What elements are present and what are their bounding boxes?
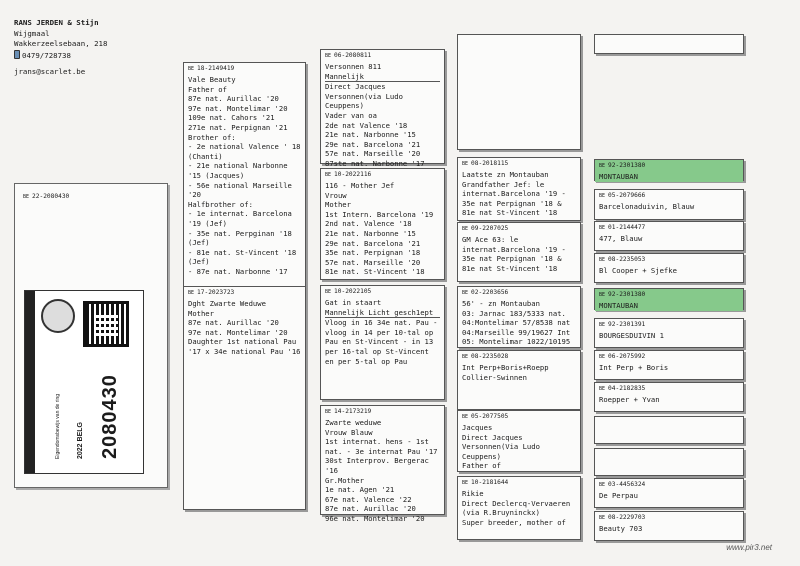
box-country: BE bbox=[599, 386, 606, 392]
box-ring-number: 06-2080811 bbox=[334, 52, 372, 59]
box-body bbox=[595, 362, 743, 373]
pedigree-box-dsd bbox=[457, 410, 581, 472]
box-header bbox=[595, 289, 743, 300]
box-line: Ceuppens) bbox=[462, 451, 501, 461]
box-line: 1e nat. Agen '21 bbox=[325, 485, 395, 495]
box-country: BE bbox=[462, 290, 469, 296]
box-body bbox=[595, 46, 743, 47]
box-ring-number: 10-2022116 bbox=[334, 171, 372, 178]
box-line: 271e nat. Perpignan '21 bbox=[188, 122, 288, 132]
ring-ownership-card bbox=[24, 290, 144, 474]
box-country: BE bbox=[462, 414, 469, 420]
box-header bbox=[595, 222, 743, 233]
pedigree-box-dam bbox=[183, 286, 306, 510]
box-line: Gr.Mother bbox=[325, 475, 364, 485]
box-header bbox=[595, 383, 743, 394]
box-country: BE bbox=[188, 66, 195, 72]
box-line: '15 (Jacques) bbox=[188, 170, 245, 180]
box-line: 56' - zn Montauban bbox=[462, 299, 540, 308]
box-line: Bl Cooper + Sjefke bbox=[599, 266, 677, 275]
owner-info bbox=[14, 18, 107, 78]
box-line: per 16-tal op St-Vincent bbox=[325, 346, 429, 356]
box-body bbox=[595, 171, 743, 182]
pedigree-box-ds bbox=[320, 285, 445, 400]
box-line: 109e nat. Cahors '21 bbox=[188, 113, 275, 123]
card-caption: Eigendomsbewijs van de ring bbox=[55, 393, 61, 459]
box-line: 35e nat. Perpignan '18 bbox=[325, 248, 421, 258]
box-line: 81e nat St-Vincent '18 bbox=[462, 208, 558, 218]
box-line: 87e nat. Aurillac '20 bbox=[188, 318, 279, 328]
box-body bbox=[458, 169, 580, 218]
subject-ring: 22-2080430 bbox=[32, 193, 70, 200]
box-line: (Jef) bbox=[188, 257, 210, 267]
pedigree-box-sss bbox=[457, 34, 581, 150]
box-line: 04:Marseille 99/19627 Int bbox=[462, 327, 571, 337]
box-line: 30st Interprov. Bergerac bbox=[325, 456, 429, 466]
box-header bbox=[458, 287, 580, 298]
box-ring-number: 08-2235053 bbox=[608, 256, 646, 263]
pedigree-box-g11 bbox=[594, 448, 744, 476]
pedigree-box-g6 bbox=[594, 288, 744, 310]
box-line: Gat in staart bbox=[325, 298, 382, 307]
box-ring-number: 10-2181644 bbox=[471, 479, 509, 486]
box-ring-number: 03-4456324 bbox=[608, 481, 646, 488]
box-header bbox=[595, 417, 743, 428]
box-country: BE bbox=[462, 226, 469, 232]
box-header bbox=[458, 223, 580, 234]
box-line: Laatste zn Montauban bbox=[462, 170, 549, 179]
box-line: De Perpau bbox=[599, 491, 638, 500]
box-line: Daughter 1st national Pau bbox=[188, 337, 297, 347]
box-line: 35e nat Perpignan '18 & bbox=[462, 254, 562, 264]
qr-code-icon bbox=[83, 301, 129, 347]
box-line: 29e nat. Barcelona '21 bbox=[325, 139, 421, 149]
box-line: internat.Barcelona '19 - bbox=[462, 189, 566, 199]
box-line: Int Perp+Boris+Roepp bbox=[462, 363, 549, 372]
pedigree-box-g3 bbox=[594, 189, 744, 220]
box-line: Direct Jacques bbox=[462, 432, 523, 442]
box-header bbox=[184, 287, 305, 298]
box-body bbox=[458, 234, 580, 273]
box-line: (Jef) bbox=[188, 238, 210, 248]
box-body bbox=[321, 180, 444, 277]
box-line: en per 5-tal op Pau bbox=[325, 356, 408, 366]
box-line: Dght Zwarte Weduwe bbox=[188, 299, 266, 308]
box-line: 21e nat. Narbonne '15 bbox=[325, 130, 416, 140]
card-year-country: 2022 BELG bbox=[77, 422, 84, 459]
box-country: BE bbox=[325, 53, 332, 59]
box-line: Ceuppens) bbox=[325, 101, 364, 111]
box-line: 03: Jarnac 183/5333 nat. bbox=[462, 308, 566, 318]
box-country: BE bbox=[599, 322, 606, 328]
box-line: 05: Montelimar 1022/10195 bbox=[462, 337, 571, 347]
box-header bbox=[321, 406, 444, 417]
pedigree-box-g2 bbox=[594, 159, 744, 181]
box-line: 81e nat St-Vincent '18 bbox=[462, 263, 558, 273]
box-header bbox=[595, 351, 743, 362]
box-line: 35e nat Perpignan '18 & bbox=[462, 198, 562, 208]
pedigree-box-g5 bbox=[594, 253, 744, 283]
box-line: Father of bbox=[188, 84, 227, 94]
box-country: BE bbox=[325, 289, 332, 295]
box-line: - 21e national Narbonne bbox=[188, 161, 288, 171]
box-line: Direct Jacques bbox=[325, 82, 386, 92]
box-header bbox=[458, 477, 580, 488]
box-country: BE bbox=[325, 409, 332, 415]
pedigree-box-g8 bbox=[594, 350, 744, 380]
owner-name: RANS JERDEN & Stijn bbox=[14, 18, 99, 27]
box-header bbox=[458, 158, 580, 169]
watermark: www.pir3.net bbox=[726, 543, 772, 552]
box-line: 21e nat. Narbonne '15 bbox=[325, 228, 416, 238]
box-line: Vader van oa bbox=[325, 110, 377, 120]
subject-header bbox=[19, 191, 73, 202]
box-line: Versonnen(via Ludo bbox=[325, 91, 403, 101]
box-body bbox=[458, 488, 580, 527]
box-line: Jacques bbox=[462, 423, 493, 432]
box-body bbox=[595, 201, 743, 212]
card-ring-number: 2080430 bbox=[99, 374, 121, 459]
box-body bbox=[595, 394, 743, 405]
box-line: 67e nat. Valence '22 bbox=[325, 494, 412, 504]
box-line: 87e nat. Aurillac '20 bbox=[325, 504, 416, 514]
box-body bbox=[458, 422, 580, 471]
card-strip bbox=[25, 291, 35, 473]
pedigree-box-sire bbox=[183, 62, 306, 288]
pedigree-box-dds bbox=[457, 476, 581, 540]
box-ring-number: 92-2301380 bbox=[608, 291, 646, 298]
box-body bbox=[595, 490, 743, 501]
owner-city: Wijgmaal bbox=[14, 28, 50, 38]
box-body bbox=[595, 330, 743, 341]
box-line: Vrouw Blauw bbox=[325, 427, 373, 437]
box-header bbox=[458, 351, 580, 362]
box-line: - 87e nat. Narbonne '17 bbox=[188, 266, 288, 276]
box-ring-number: 02-2203656 bbox=[471, 289, 509, 296]
box-line: 29e nat. Barcelona '21 bbox=[325, 238, 421, 248]
box-header bbox=[595, 319, 743, 330]
box-header bbox=[321, 50, 444, 61]
box-body bbox=[595, 300, 743, 311]
box-country: BE bbox=[599, 515, 606, 521]
box-body bbox=[458, 46, 580, 47]
box-ring-number: 06-2075992 bbox=[608, 353, 646, 360]
box-line: internat.Barcelona '19 - bbox=[462, 244, 566, 254]
box-line: Roepper + Yvan bbox=[599, 395, 660, 404]
box-ring-number: 08-2018115 bbox=[471, 160, 509, 167]
box-header bbox=[595, 479, 743, 490]
box-line: 97e nat. Montelimar '20 bbox=[188, 103, 288, 113]
box-header bbox=[458, 411, 580, 422]
owner-phone-row bbox=[14, 50, 107, 62]
box-header bbox=[595, 512, 743, 523]
box-country: BE bbox=[599, 354, 606, 360]
pedigree-box-g12 bbox=[594, 478, 744, 508]
box-line: Super breeder, mother of bbox=[462, 517, 566, 527]
box-line: nat. - 3e internat Pau '17 bbox=[325, 446, 438, 456]
box-country: BE bbox=[462, 161, 469, 167]
box-line: 2nd nat. Valence '18 bbox=[325, 219, 412, 229]
federation-logo-icon bbox=[41, 299, 75, 333]
box-line: 1st internat. hens - 1st bbox=[325, 437, 429, 447]
box-line: Beauty 703 bbox=[599, 524, 643, 533]
box-line: Versonnen(Via Ludo bbox=[462, 442, 540, 452]
box-country: BE bbox=[599, 292, 606, 298]
box-line: (via R.Bruyninckx) bbox=[462, 508, 540, 518]
box-body bbox=[595, 523, 743, 534]
box-line: '17 x 34e national Pau '16 bbox=[188, 346, 301, 356]
box-line: Brother of: bbox=[188, 132, 236, 142]
box-line: Zwarte weduwe bbox=[325, 418, 382, 427]
box-line: 96e nat. Montelimar '20 bbox=[325, 513, 425, 523]
box-header bbox=[458, 35, 580, 46]
box-header bbox=[321, 286, 444, 297]
box-line: '19 (Jef) bbox=[188, 218, 227, 228]
pedigree-box-g7 bbox=[594, 318, 744, 348]
box-line: Direct Declercq-Vervaeren bbox=[462, 498, 571, 508]
box-ring-number: 01-2144477 bbox=[608, 224, 646, 231]
box-body bbox=[595, 265, 743, 276]
box-line: - 81e nat. St-Vincent '18 bbox=[188, 247, 297, 257]
box-line: Vrouw bbox=[325, 190, 347, 200]
box-line: 2de nat Valence '18 bbox=[325, 120, 408, 130]
pedigree-box-g1 bbox=[594, 34, 744, 54]
box-header bbox=[595, 449, 743, 460]
box-line: Mother bbox=[188, 308, 214, 318]
pedigree-box-g9 bbox=[594, 382, 744, 412]
box-line: 116 - Mother Jef bbox=[325, 181, 395, 190]
pedigree-box-dd bbox=[320, 405, 445, 523]
box-country: BE bbox=[599, 163, 606, 169]
box-ring-number: 08-2235028 bbox=[471, 353, 509, 360]
box-header bbox=[321, 169, 444, 180]
box-body bbox=[321, 417, 444, 524]
box-line: 87e nat. Aurillac '20 bbox=[188, 94, 279, 104]
box-line: MONTAUBAN bbox=[599, 172, 638, 181]
box-line: - 56e national Marseille bbox=[188, 180, 292, 190]
pedigree-box-sd bbox=[320, 168, 445, 280]
pedigree-box-sds bbox=[457, 222, 581, 282]
box-body bbox=[595, 460, 743, 461]
pedigree-box-sdd bbox=[457, 286, 581, 348]
phone-icon bbox=[14, 50, 20, 59]
box-header bbox=[184, 63, 305, 74]
box-header bbox=[595, 190, 743, 201]
box-line: Versonnen 811 bbox=[325, 62, 382, 71]
box-line: Pau en St-Vincent - in 13 bbox=[325, 337, 434, 347]
owner-email[interactable]: jrans@scarlet.be bbox=[14, 67, 86, 77]
box-ring-number: 09-2207025 bbox=[471, 225, 509, 232]
pedigree-box-g13 bbox=[594, 511, 744, 541]
box-country: BE bbox=[462, 480, 469, 486]
box-header bbox=[595, 160, 743, 171]
box-body bbox=[184, 298, 305, 357]
box-line: 477, Blauw bbox=[599, 234, 643, 243]
box-line: Vloog in 16 34e nat. Pau - bbox=[325, 318, 438, 328]
box-ring-number: 18-2149419 bbox=[197, 65, 235, 72]
box-line: Rikie bbox=[462, 489, 484, 498]
box-body bbox=[321, 61, 444, 169]
box-line: - 35e nat. Perpginan '18 bbox=[188, 228, 292, 238]
box-header bbox=[595, 254, 743, 265]
box-country: BE bbox=[599, 193, 606, 199]
box-line: Mother bbox=[325, 200, 351, 210]
box-country: BE bbox=[599, 225, 606, 231]
box-line: 57e nat. Marseille '20 bbox=[325, 257, 421, 267]
box-line: 81e nat. St-Vincent '18 bbox=[325, 267, 425, 277]
box-line: - 2e national Valence ' 18 bbox=[188, 142, 301, 152]
box-ring-number: 17-2023723 bbox=[197, 289, 235, 296]
box-body bbox=[321, 297, 444, 366]
box-ring-number: 05-2077505 bbox=[471, 413, 509, 420]
pedigree-box-dss bbox=[457, 350, 581, 410]
box-ring-number: 92-2301380 bbox=[608, 162, 646, 169]
owner-street: Wakkerzeelsebaan, 218 bbox=[14, 39, 108, 49]
box-line: Barcelonaduivin, Blauw bbox=[599, 202, 695, 211]
box-country: BE bbox=[462, 354, 469, 360]
box-ring-number: 04-2182835 bbox=[608, 385, 646, 392]
pedigree-box-ssd bbox=[457, 157, 581, 221]
box-line: Halfbrother of: bbox=[188, 199, 253, 209]
box-line: 87ste nat. Narbonne '17 bbox=[325, 158, 425, 168]
box-line: Collier-Swinnen bbox=[462, 372, 527, 382]
box-line: '20 bbox=[188, 190, 201, 200]
subject-country: BE bbox=[23, 194, 30, 200]
box-line: Mannelijk Licht gesch1ept bbox=[325, 308, 440, 319]
box-body bbox=[595, 233, 743, 244]
box-line: Vale Beauty bbox=[188, 75, 236, 84]
box-body bbox=[184, 74, 305, 276]
box-line: 04:Montelimar 57/8538 nat bbox=[462, 318, 571, 328]
box-line: Mannelijk bbox=[325, 72, 440, 83]
box-ring-number: 10-2022105 bbox=[334, 288, 372, 295]
box-line: vloog in 14 per 10-tal op bbox=[325, 327, 434, 337]
box-country: BE bbox=[188, 290, 195, 296]
box-line: 97e nat. Montelimar '20 bbox=[188, 327, 288, 337]
box-line: 1st Intern. Barcelona '19 bbox=[325, 209, 434, 219]
box-line: Int Perp + Boris bbox=[599, 363, 669, 372]
box-line: BOURGESDUIVIN 1 bbox=[599, 331, 664, 340]
pedigree-box-g4 bbox=[594, 221, 744, 251]
box-ring-number: 08-2229703 bbox=[608, 514, 646, 521]
box-ring-number: 05-2079666 bbox=[608, 192, 646, 199]
box-country: BE bbox=[599, 257, 606, 263]
box-line: (Chanti) bbox=[188, 151, 223, 161]
box-line: Grandfather Jef: le bbox=[462, 179, 545, 189]
box-line: Father of bbox=[462, 461, 501, 471]
box-line: 57e nat. Marseille '20 bbox=[325, 149, 421, 159]
box-ring-number: 14-2173219 bbox=[334, 408, 372, 415]
box-body bbox=[458, 362, 580, 382]
box-body bbox=[595, 428, 743, 429]
box-country: BE bbox=[325, 172, 332, 178]
pedigree-box-ss bbox=[320, 49, 445, 168]
box-ring-number: 92-2301391 bbox=[608, 321, 646, 328]
pedigree-box-g10 bbox=[594, 416, 744, 444]
box-body bbox=[458, 298, 580, 347]
box-line: GM Ace 63: le bbox=[462, 235, 519, 244]
box-line: MONTAUBAN bbox=[599, 301, 638, 310]
box-country: BE bbox=[599, 482, 606, 488]
box-line: '16 bbox=[325, 465, 338, 475]
box-line: - 1e internat. Barcelona bbox=[188, 209, 292, 219]
owner-phone: 0479/728738 bbox=[22, 50, 71, 60]
box-header bbox=[595, 35, 743, 46]
